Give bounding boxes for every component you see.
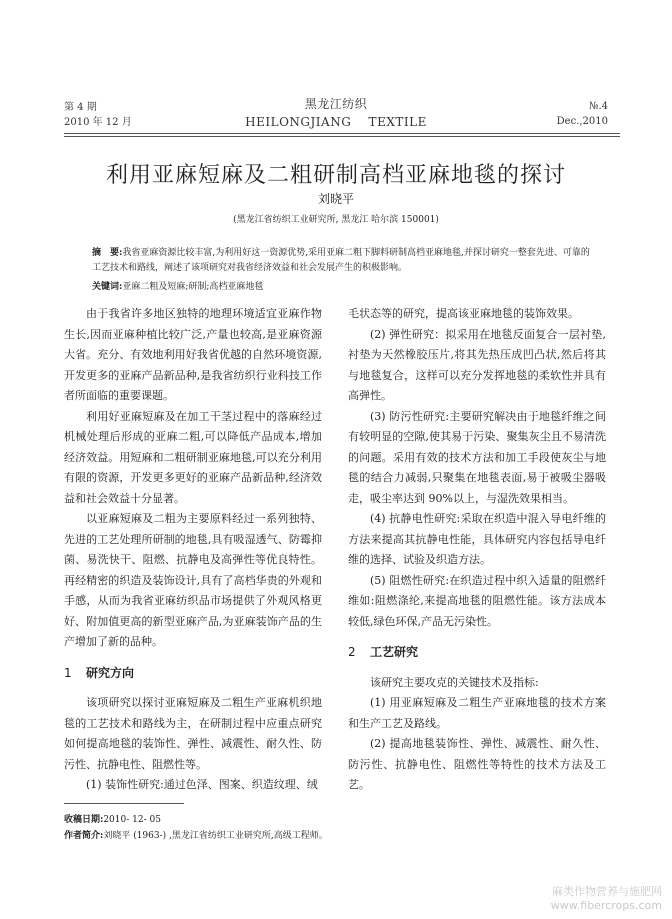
keywords-label: 关键词: — [92, 282, 123, 292]
abstract-text: 我省亚麻资源比较丰富,为利用好这一资源优势,采用亚麻二粗下脚料研制高档亚麻地毯,并探讨研究一整套先进、可靠的工艺技术和路线，阐述了该项研究对我省经济效益和社会发展产生的积极影响。 — [92, 248, 590, 273]
section-number: 2 — [348, 645, 356, 659]
paragraph: (2) 弹性研究：拟采用在地毯反面复合一层衬垫,衬垫为天然橡胶压片,将其先热压成凹凸状,然后将其与地毯复合，这样可以充分发挥地毯的柔软性并具有高弹性。 — [348, 327, 606, 402]
paragraph: 以亚麻短麻及二粗为主要原料经过一系列独特、先进的工艺处理所研制的地毯,具有吸湿透气、防霉抑菌、易洗快干、阻燃、抗静电及高弹性等优良特性。再经精密的织造及装饰设计,具有了高档华贵的外观和手感，从而为我省亚麻纺织品市场提供了外观风格更好、附加值更高的新型亚麻产品,为亚麻装饰产品的生产增加了新的品种。 — [64, 512, 322, 648]
journal-name-en: HEILONGJIANG TEXTILE — [245, 115, 427, 129]
author-affiliation: (黑龙江省纺织工业研究所, 黑龙江 哈尔滨 150001) — [233, 215, 439, 225]
header-rule — [64, 133, 620, 134]
paragraph: 由于我省许多地区独特的地理环境适宜亚麻作物生长,因而亚麻种植比较广泛,产量也较高,是亚麻资源大省。充分、有效地利用好我省优越的自然环境资源,开发更多的亚麻产品新品种,是我省纺织行业科技工作者所面临的重要课题。 — [64, 307, 322, 402]
abstract — [92, 246, 598, 276]
issue-no: №.4 — [588, 101, 608, 112]
author-bio-value: 刘晓平 (1963-) ,黑龙江省纺织工业研究所,高级工程师。 — [103, 831, 328, 841]
section-heading-2 — [348, 642, 606, 663]
paragraph: (1) 装饰性研究:通过色泽、图案、织造纹理、绒 — [86, 778, 318, 791]
paragraph: (2) 提高地毯装饰性、弹性、减震性、耐久性、防污性、抗静电性、阻燃性等特性的技术方法及工艺。 — [348, 737, 606, 791]
author-bio — [64, 828, 328, 841]
paragraph: (1) 用亚麻短麻及二粗生产亚麻地毯的技术方案和生产工艺及路线。 — [348, 696, 606, 730]
received-value: 2010- 12- 05 — [103, 815, 161, 825]
paragraph: 该研究主要攻克的关键技术及指标: — [370, 675, 539, 689]
article-title: 利用亚麻短麻及二粗研制高档亚麻地毯的探讨 — [105, 163, 566, 188]
keywords — [92, 279, 598, 292]
watermark-line-2: www.fibercrops.com — [550, 899, 662, 912]
left-column — [64, 304, 322, 796]
issue-number: 第 4 期 — [64, 102, 97, 113]
watermark — [551, 885, 662, 913]
paragraph: 毛状态等的研究，提高该亚麻地毯的装饰效果。 — [348, 307, 579, 320]
footnote-rule — [64, 803, 184, 804]
header-rule-2 — [64, 136, 620, 137]
received-date — [64, 812, 161, 825]
paragraph: 该项研究以探讨亚麻短麻及二粗生产亚麻机织地毯的工艺技术和路线为主，在研制过程中应重点研究如何提高地毯的装饰性、弹性、减震性、耐久性、防污性、抗静电性、阻燃性等。 — [64, 696, 322, 771]
paragraph: (5) 阻燃性研究:在织造过程中织入适量的阻燃纤维如:阻燃涤纶,来提高地毯的阻燃性能。该方法成本较低,绿色环保,产品无污染性。 — [348, 573, 606, 628]
section-number: 1 — [64, 665, 72, 680]
right-column — [348, 304, 606, 796]
abstract-label: 摘 要: — [92, 248, 123, 258]
author-name: 刘晓平 — [317, 192, 354, 206]
author-bio-label: 作者简介: — [64, 831, 104, 841]
journal-name-cn: 黑龙江纺织 — [304, 97, 368, 111]
keywords-text: 亚麻二粗及短麻;研制;高档亚麻地毯 — [122, 282, 264, 292]
paragraph: (4) 抗静电性研究:采取在织造中混入导电纤维的方法来提高其抗静电性能，具体研究内容包括导电纤维的选择、试验及织造方法。 — [348, 512, 606, 566]
section-title: 工艺研究 — [370, 645, 419, 659]
issue-date: 2010 年 12 月 — [64, 117, 132, 128]
received-label: 收稿日期: — [64, 815, 104, 825]
paragraph: 利用好亚麻短麻及在加工干茎过程中的落麻经过机械处理后形成的亚麻二粗,可以降低产品成本,增加经济效益。用短麻和二粗研制亚麻地毯,可以充分利用有限的资源，开发更多更好的亚麻产品新品种,经济效益和社会效益十分显著。 — [64, 409, 322, 505]
section-title: 研究方向 — [86, 665, 135, 680]
section-heading-1 — [64, 663, 322, 684]
paragraph: (3) 防污性研究:主要研究解决由于地毯纤维之间有较明显的空隙,使其易于污染、聚集灰尘且不易清洗的问题。采用有效的技术方法和加工手段使灰尘与地毯的结合力减弱,只聚集在地毯表面,易于被吸尘器吸走，吸尘率达到 90%以上，与湿洗效果相当。 — [348, 409, 606, 505]
watermark-line-1: 麻类作物营养与施肥网 — [552, 885, 662, 898]
issue-date-en: Dec.,2010 — [556, 116, 608, 127]
